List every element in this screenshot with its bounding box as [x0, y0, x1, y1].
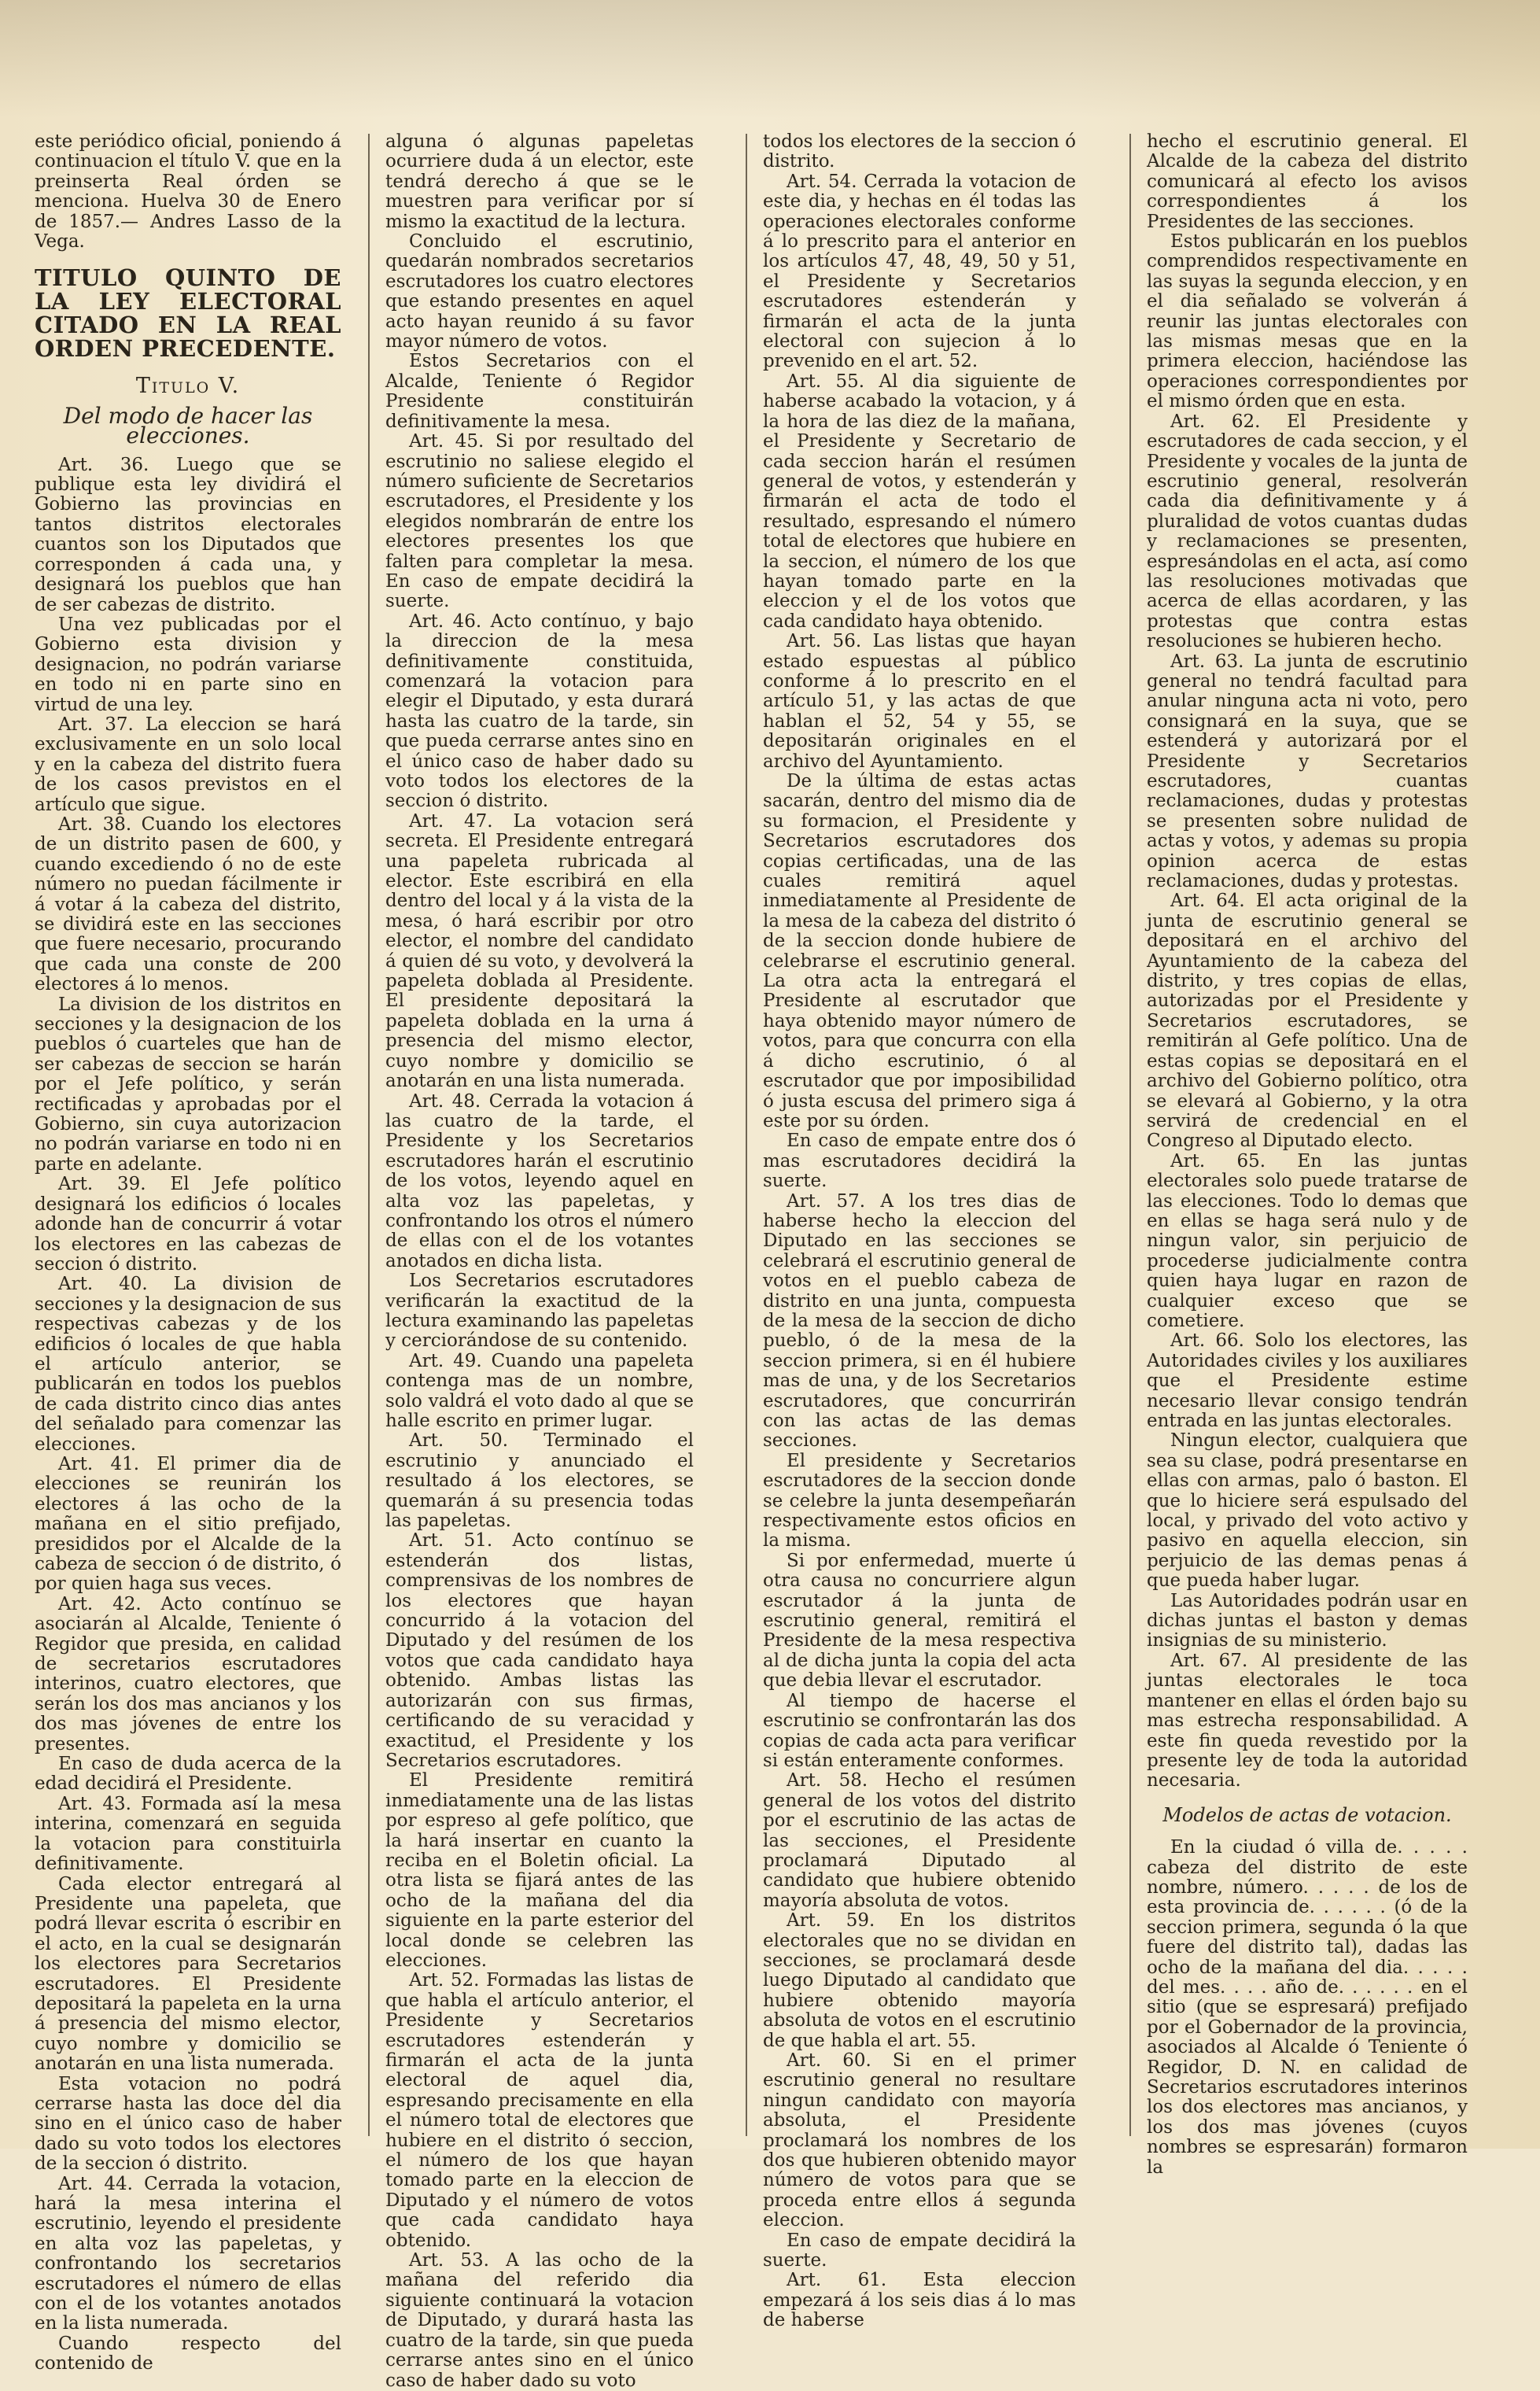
paragraph: Estos publicarán en los pueblos comprendidos respectivamente en las suyas la segunda eleccion, y en el dia señalado se volverán á reunir las juntas electorales con las mismas mesas que en la primera eleccion, haciéndose las operaciones correspondientes por el mismo órden que en esta.: [1147, 231, 1468, 412]
page-top-shading: [0, 0, 1540, 118]
paragraph: El presidente y Secretarios escrutadores de la seccion donde se celebre la junta desempeñarán respectivamente estos oficios en la misma.: [763, 1450, 1076, 1552]
paragraph: Art. 65. En las juntas electorales solo puede tratarse de las elecciones. Todo lo demas que en ellas se haga será nulo y de ningun valor, sin perjuicio de procederse judicialmente contra quien haya lugar en razon de cualquier exceso que se cometiere.: [1147, 1150, 1468, 1331]
paragraph: Art. 46. Acto contínuo, y bajo la direccion de la mesa definitivamente constituida, comenzará la votacion para elegir el Diputado, y esta durará hasta las cuatro de la tarde, sin que pueda cerrarse antes sino en el único caso de haber dado su voto todos los electores de la seccion ó distrito.: [385, 611, 694, 812]
paragraph: Art. 60. Si en el primer escrutinio general no resultare ningun candidato con mayoría absoluta, el Presidente proclamará los nombres de los dos que hubieren obtenido mayor número de votos para que se proceda entre ellos á segunda eleccion.: [763, 2050, 1076, 2231]
paragraph: Si por enfermedad, muerte ú otra causa no concurriere algun escrutador á la junta de escrutinio general, remitirá el Presidente de la mesa respectiva al de dicha junta la copia del acta que debia llevar el escrutador.: [763, 1550, 1076, 1692]
paragraph: Art. 42. Acto contínuo se asociarán al Alcalde, Teniente ó Regidor que presida, en calidad de secretarios escrutadores interinos, cuatro electores, que serán los dos mas ancianos y los dos mas jóvenes de entre los presentes.: [35, 1593, 341, 1755]
paragraph: Art. 38. Cuando los electores de un distrito pasen de 600, y cuando excediendo ó no de este número no puedan fácilmente ir á votar á la cabeza del distrito, se dividirá este en las secciones que fuere necesario, procurando que cada una conste de 200 electores á lo menos.: [35, 814, 341, 995]
paragraph: Art. 67. Al presidente de las juntas electorales le toca mantener en ellas el órden bajo su mas estrecha responsabilidad. A este fin queda revestido por la presente ley de toda la autoridad necesaria.: [1147, 1650, 1468, 1791]
paragraph: Art. 50. Terminado el escrutinio y anunciado el resultado á los electores, se quemarán á su presencia todas las papeletas.: [385, 1430, 694, 1532]
paragraph: Art. 52. Formadas las listas de que habla el artículo anterior, el Presidente y Secretarios escrutadores estenderán y firmarán el acta de la junta electoral de aquel dia, espresando precisamente en ella el número total de electores que hubiere en el distrito ó seccion, el número de los que hayan tomado parte en la eleccion de Diputado y el número de votos que cada candidato haya obtenido.: [385, 1970, 694, 2251]
column-rule-2: [746, 134, 747, 2136]
paragraph: Ningun elector, cualquiera que sea su clase, podrá presentarse en ellas con armas, palo ó baston. El que lo hiciere será espulsado del local, y privado del voto activo y pasivo en aquella eleccion, sin perjuicio de las demas penas á que pueda haber lugar.: [1147, 1430, 1468, 1592]
paragraph: Art. 41. El primer dia de elecciones se reunirán los electores á las ocho de la mañana en el sitio prefijado, presididos por el Alcalde de la cabeza de seccion ó de distrito, ó por quien haga sus veces.: [35, 1453, 341, 1595]
paragraph: Art. 39. El Jefe político designará los edificios ó locales adonde han de concurrir á votar los electores en las cabezas de seccion ó distrito.: [35, 1174, 341, 1275]
paragraph: Art. 48. Cerrada la votacion á las cuatro de la tarde, el Presidente y los Secretarios escrutadores harán el escrutinio de los votos, leyendo aquel en alta voz las papeletas, y confrontando los otros el número de ellas con el de los votantes anotados en dicha lista.: [385, 1090, 694, 1271]
paragraph: Art. 63. La junta de escrutinio general no tendrá facultad para anular ninguna acta ni voto, pero consignará en la suya, que se estenderá y autorizará por el Presidente y Secretarios escrutadores, cuantas reclamaciones, dudas y protestas se presenten sobre nulidad de actas y votos, y ademas su propia opinion acerca de estas reclamaciones, dudas y protestas.: [1147, 651, 1468, 892]
paragraph: este periódico oficial, poniendo á continuacion el título V. que en la preinserta Real órden se menciona. Huelva 30 de Enero de 1857.— Andres Lasso de la Vega.: [35, 131, 341, 253]
paragraph: Art. 58. Hecho el resúmen general de los votos del distrito por el escrutinio de las actas de las secciones, el Presidente proclamará Diputado al candidato que hubiere obtenido mayoría absoluta de votos.: [763, 1770, 1076, 1911]
column-2: [385, 131, 694, 2391]
column-3: [763, 131, 1076, 2331]
column-4: [1147, 131, 1468, 2178]
paragraph: Art. 56. Las listas que hayan estado espuestas al público conforme á lo prescrito en el artículo 51, y las actas de que hablan el 52, 54 y 55, se depositarán originales en el archivo del Ayuntamiento.: [763, 631, 1076, 772]
paragraph: Las Autoridades podrán usar en dichas juntas el baston y demas insignias de su ministerio.: [1147, 1590, 1468, 1651]
paragraph: Art. 55. Al dia siguiente de haberse acabado la votacion, y á la hora de las diez de la mañana, el Presidente y Secretario de cada seccion harán el resúmen general de votos, y estenderán y firmarán el acta de todo el resultado, espresando el número total de electores que hubiere en la seccion, el número de los que hayan tomado parte en la eleccion y el de los votos que cada candidato haya obtenido.: [763, 371, 1076, 632]
paragraph: hecho el escrutinio general. El Alcalde de la cabeza del distrito comunicará al efecto los avisos correspondientes á los Presidentes de las secciones.: [1147, 131, 1468, 232]
paragraph: alguna ó algunas papeletas ocurriere duda á un elector, este tendrá derecho á que se le muestren para verificar por sí mismo la exactitud de la lectura.: [385, 131, 694, 232]
paragraph: Art. 59. En los distritos electorales que no se dividan en secciones, se proclamará desde luego Diputado al candidato que hubiere obtenido mayoría absoluta de votos en el escrutinio de que habla el art. 55.: [763, 1910, 1076, 2051]
paragraph: Art. 66. Solo los electores, las Autoridades civiles y los auxiliares que el Presidente estime necesario llevar consigo tendrán entrada en las juntas electorales.: [1147, 1330, 1468, 1431]
paragraph: En la ciudad ó villa de. . . . . cabeza del distrito de este nombre, número. . . . . de los de esta provincia de. . . . . . (ó de la seccion primera, segunda ó la que fuere del distrito tal), dadas las ocho de la mañana del dia. . . . . del mes. . . . año de. . . . . . en el sitio (que se espresará) prefijado por el Gobernador de la provincia, asociados al Alcalde ó Teniente ó Regidor, D. N. en calidad de Secretarios escrutadores interinos los dos electores mas ancianos, y los dos mas jóvenes (cuyos nombres se espresarán) formaron la: [1147, 1837, 1468, 2178]
models-heading: Modelos de actas de votacion.: [1162, 1803, 1452, 1826]
paragraph: Art. 57. A los tres dias de haberse hecho la eleccion del Diputado en las secciones se celebrará el escrutinio general de votos en el pueblo cabeza de distrito en una junta, compuesta de la mesa de la seccion de dicho pueblo, ó de la mesa de la seccion primera, si en él hubiere mas de una, y de los Secretarios escrutadores, que concurrirán con las actas de las demas secciones.: [763, 1190, 1076, 1452]
paragraph: En caso de empate decidirá la suerte.: [763, 2230, 1076, 2271]
paragraph: La division de los distritos en secciones y la designacion de los pueblos ó cuarteles que han de ser cabezas de seccion se harán por el Jefe político, y serán rectificadas y aprobadas por el Gobierno, sin cuya autorizacion no podrán variarse en todo ni en parte en adelante.: [35, 994, 341, 1175]
paragraph: todos los electores de la seccion ó distrito.: [763, 131, 1076, 172]
paragraph: De la última de estas actas sacarán, dentro del mismo dia de su formacion, el Presidente y Secretarios escrutadores dos copias certificadas, una de las cuales remitirá aquel inmediatamente al Presidente de la mesa de la cabeza del distrito ó de la seccion donde hubiere de celebrarse el escrutinio general. La otra acta la entregará el Presidente al escrutador que haya obtenido mayor número de votos, para que concurra con ella á dicho escrutinio, ó al escrutador que por imposibilidad ó justa escusa del primero siga á este por su órden.: [763, 771, 1076, 1131]
paragraph: Art. 43. Formada así la mesa interina, comenzará en seguida la votacion para constituirla definitivamente.: [35, 1793, 341, 1875]
paragraph: Art. 61. Esta eleccion empezará á los seis dias á lo mas de haberse: [763, 2270, 1076, 2331]
paragraph: Art. 47. La votacion será secreta. El Presidente entregará una papeleta rubricada al elector. Este escribirá en ella dentro del local y á la vista de la mesa, ó hará escribir por otro elector, el nombre del candidato á quien dé su voto, y devolverá la papeleta doblada al Presidente. El presidente depositará la papeleta doblada en la urna á presencia del mismo elector, cuyo nombre y domicilio se anotarán en una lista numerada.: [385, 810, 694, 1092]
paragraph: Una vez publicadas por el Gobierno esta division y designacion, no podrán variarse en todo ni en parte sino en virtud de una ley.: [35, 614, 341, 715]
paragraph: Art. 44. Cerrada la votacion, hará la mesa interina el escrutinio, leyendo el presidente en alta voz las papeletas, y confrontando los secretarios escrutadores el número de ellas con el de los votantes anotados en la lista numerada.: [35, 2173, 341, 2334]
paragraph: Art. 40. La division de secciones y la designacion de sus respectivas cabezas y de los edificios ó locales de que habla el artículo anterior, se publicarán en todos los pueblos de cada distrito cinco dias antes del señalado para comenzar las elecciones.: [35, 1274, 341, 1455]
paragraph: Concluido el escrutinio, quedarán nombrados secretarios escrutadores los cuatro electores que estando presentes en aquel acto hayan reunido á su favor mayor número de votos.: [385, 231, 694, 352]
paragraph: Al tiempo de hacerse el escrutinio se confrontarán las dos copias de cada acta para verificar si están enteramente conformes.: [763, 1690, 1076, 1771]
paragraph: Cuando respecto del contenido de: [35, 2333, 341, 2374]
paragraph: En caso de duda acerca de la edad decidirá el Presidente.: [35, 1754, 341, 1795]
column-rule-1: [368, 134, 370, 2136]
paragraph: Art. 51. Acto contínuo se estenderán dos listas, comprensivas de los nombres de los electores que hayan concurrido á la votacion del Diputado y del resúmen de los votos que cada candidato haya obtenido. Ambas listas las autorizarán con sus firmas, certificando de su veracidad y exactitud, el Presidente y los Secretarios escrutadores.: [385, 1530, 694, 1771]
paragraph: Cada elector entregará al Presidente una papeleta, que podrá llevar escrita ó escribir en el acto, en la cual se designarán los electores para Secretarios escrutadores. El Presidente depositará la papeleta en la urna á presencia del mismo elector, cuyo nombre y domicilio se anotarán en una lista numerada.: [35, 1873, 341, 2075]
column-1: [35, 131, 341, 2374]
section-subtitle: Titulo V.: [135, 374, 241, 399]
paragraph: Art. 62. El Presidente y escrutadores de cada seccion, y el Presidente y vocales de la junta de escrutinio general, resolverán cada dia definitivamente y á pluralidad de votos cuantas dudas y reclamaciones se presenten, espresándolas en el acta, así como las resoluciones motivadas que acerca de ellas acordaren, y las protestas que contra estas resoluciones se hubieren hecho.: [1147, 411, 1468, 652]
column-rule-3: [1129, 134, 1131, 2136]
paragraph: Los Secretarios escrutadores verificarán la exactitud de la lectura examinando las papeletas y cerciorándose de su contenido.: [385, 1271, 694, 1352]
paragraph: Art. 36. Luego que se publique esta ley dividirá el Gobierno las provincias en tantos distritos electorales cuantos son los Diputados que corresponden á cada una, y designará los pueblos que han de ser cabezas de distrito.: [35, 454, 341, 615]
paragraph: Art. 49. Cuando una papeleta contenga mas de un nombre, solo valdrá el voto dado al que se halle escrito en primer lugar.: [385, 1350, 694, 1431]
paragraph: Art. 53. A las ocho de la mañana del referido dia siguiente continuará la votacion de Diputado, y durará hasta las cuatro de la tarde, sin que pueda cerrarse antes sino en el único caso de haber dado su voto: [385, 2250, 694, 2391]
paragraph: Esta votacion no podrá cerrarse hasta las doce del dia sino en el único caso de haber dado su voto todos los electores de la seccion ó distrito.: [35, 2073, 341, 2175]
paragraph: Art. 54. Cerrada la votacion de este dia, y hechas en él todas las operaciones electorales conforme á lo prescrito para el anterior en los artículos 47, 48, 49, 50 y 51, el Presidente y Secretarios escrutadores estenderán y firmarán el acta de la junta electoral con sujecion á lo prevenido en el art. 52.: [763, 171, 1076, 372]
paragraph: Art. 37. La eleccion se hará exclusivamente en un solo local y en la cabeza del distrito fuera de los casos previstos en el artículo que sigue.: [35, 714, 341, 815]
paragraph: Art. 64. El acta original de la junta de escrutinio general se depositará en el archivo del Ayuntamiento de la cabeza del distrito, y tres copias de ellas, autorizadas por el Presidente y Secretarios escrutadores, se remitirán al Gefe político. Una de estas copias se depositará en el archivo del Gobierno político, otra se elevará al Gobierno, y la otra servirá de credencial en el Congreso al Diputado electo.: [1147, 891, 1468, 1152]
section-title: TITULO QUINTO DE LA LEY ELECTORAL CITADO EN LA REAL ORDEN PRECEDENTE.: [35, 264, 341, 363]
paragraph: El Presidente remitirá inmediatamente una de las listas por espreso al gefe político, que la hará insertar en cuanto la reciba en el Boletin oficial. La otra lista se fijará antes de las ocho de la mañana del dia siguiente en la parte esterior del local donde se celebren las elecciones.: [385, 1770, 694, 1971]
paragraph: Art. 45. Si por resultado del escrutinio no saliese elegido el número suficiente de Secretarios escrutadores, el Presidente y los elegidos nombrarán de entre los electores presentes los que falten para completar la mesa. En caso de empate decidirá la suerte.: [385, 431, 694, 612]
paragraph: En caso de empate entre dos ó mas escrutadores decidirá la suerte.: [763, 1131, 1076, 1192]
section-heading-italic: Del modo de hacer las elecciones.: [63, 402, 313, 449]
paragraph: Estos Secretarios con el Alcalde, Teniente ó Regidor Presidente constituirán definitivamente la mesa.: [385, 351, 694, 432]
